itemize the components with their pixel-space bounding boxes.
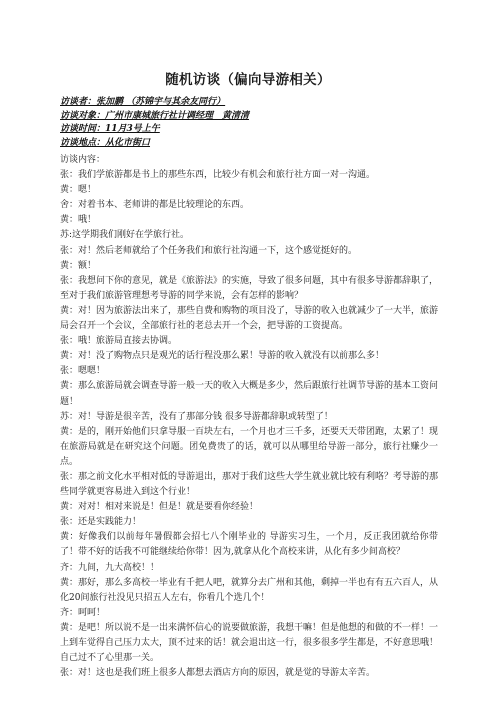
paragraph: 黄：额！ [60, 260, 97, 271]
meta-time: 访谈时间：11月3号上午 [60, 124, 160, 135]
paragraph: 黄：是的，刚开始他们只拿导服一百块左右，一个月也才三千多，还要天天带团跑，太累了！现在旅游局就是在研究这个问题。团免费贵了的话，就可以从哪里给导游一部分，旅行社赚少一点。 [60, 426, 439, 467]
paragraph: 张：对！然后老师就给了个任务我们和旅行社沟通一下，这个感觉挺好的。 [60, 245, 358, 256]
paragraph: 齐：九间，九大高校！！ [60, 562, 160, 573]
paragraph: 黄：对！因为旅游法出来了，那些自费和购物的项目没了，导游的收入也就减少了一大半，旅游局会召开一个会议，全部旅行社的老总去开一个会，把导游的工资提高。 [60, 305, 439, 332]
paragraph: 张：我想问下你的意见，就是《旅游法》的实施，导致了很多问题，其中有很多导游都辞职了，至对于我们旅游管理想考导游的同学来说，会有怎样的影响？ [60, 275, 439, 301]
interview-meta-block [60, 96, 440, 150]
paragraph: 苏:这学期我们刚好在学旅行社。 [60, 230, 190, 241]
paragraph: 黄：对对！相对来说是！但是！就是要看你经验！ [60, 502, 259, 513]
paragraph: 张：嗯嗯！ [60, 366, 106, 377]
paragraph: 黄：好像我们以前每年暑假都会招七八个刚毕业的 导游实习生，一个月，反正我团就给你带了！带不好的话我不可能继续给你带！因为,就拿从化个高校来讲，从化有多少间高校？ [60, 532, 438, 558]
document-title: 随机访谈（偏向导游相关） [165, 72, 331, 88]
paragraph: 张：我们学旅游都是书上的那些东西，比较少有机会和旅行社方面一对一沟通。 [60, 170, 376, 181]
meta-interviewer: 访谈者：张加鹏 （苏锦宇与其余友同行） [60, 97, 226, 107]
interview-body [60, 153, 438, 681]
paragraph: 黄：那好，那么多高校一毕业有千把人吧，就算分去广州和其他，剩掉一半也有有五六百人，从化20间旅行社没见只招五人左右，你看几个选几个！ [60, 577, 439, 603]
paragraph: 舍：对着书本、老师讲的都是比较理论的东西。 [60, 200, 250, 211]
paragraph: 黄：对！没了购物点只是观光的话行程没那么累！导游的收入就没有以前那么多！ [60, 351, 385, 362]
paragraph: 张：还是实践能力！ [60, 517, 142, 528]
paragraph: 张：哦！旅游局直接去协调。 [60, 336, 178, 347]
paragraph: 苏：对！导游是很辛苦，没有了那部分钱 很多导游都辞职或转型了！ [60, 411, 333, 422]
paragraph: 访谈内容： [60, 155, 106, 165]
paragraph: 张：那之前文化水平相对低的导游退出，那对于我们这些大学生就业就比较有利咯？考导游的那些同学就更容易进入到这个行业！ [60, 471, 439, 498]
meta-location: 访谈地点：从化市街口 [60, 137, 151, 148]
paragraph: 齐：呵呵！ [60, 607, 106, 618]
paragraph: 黄：哦！ [60, 215, 97, 226]
paragraph: 黄：那么旅游局就会调查导游一般一天的收入大概是多少，然后跟旅行社调节导游的基本工资问题！ [60, 381, 439, 407]
paragraph: 黄：是吧！所以说不是一出来满怀信心的说要做旅游，我想干嘛！但是他想的和做的不一样！一上到车觉得自己压力太大，顶不过来的话！就会退出这一行，很多很多学生都是，不好意思哦！自己过不了心里那一关。 [60, 622, 439, 664]
meta-interviewee: 访谈对象：广州市康城旅行社计调经理 黄清清 [60, 110, 250, 121]
paragraph: 张：对！这也是我们班上很多人都想去酒店方向的原因，就是觉的导游太辛苦。 [60, 668, 376, 679]
paragraph: 黄：嗯！ [60, 185, 97, 196]
